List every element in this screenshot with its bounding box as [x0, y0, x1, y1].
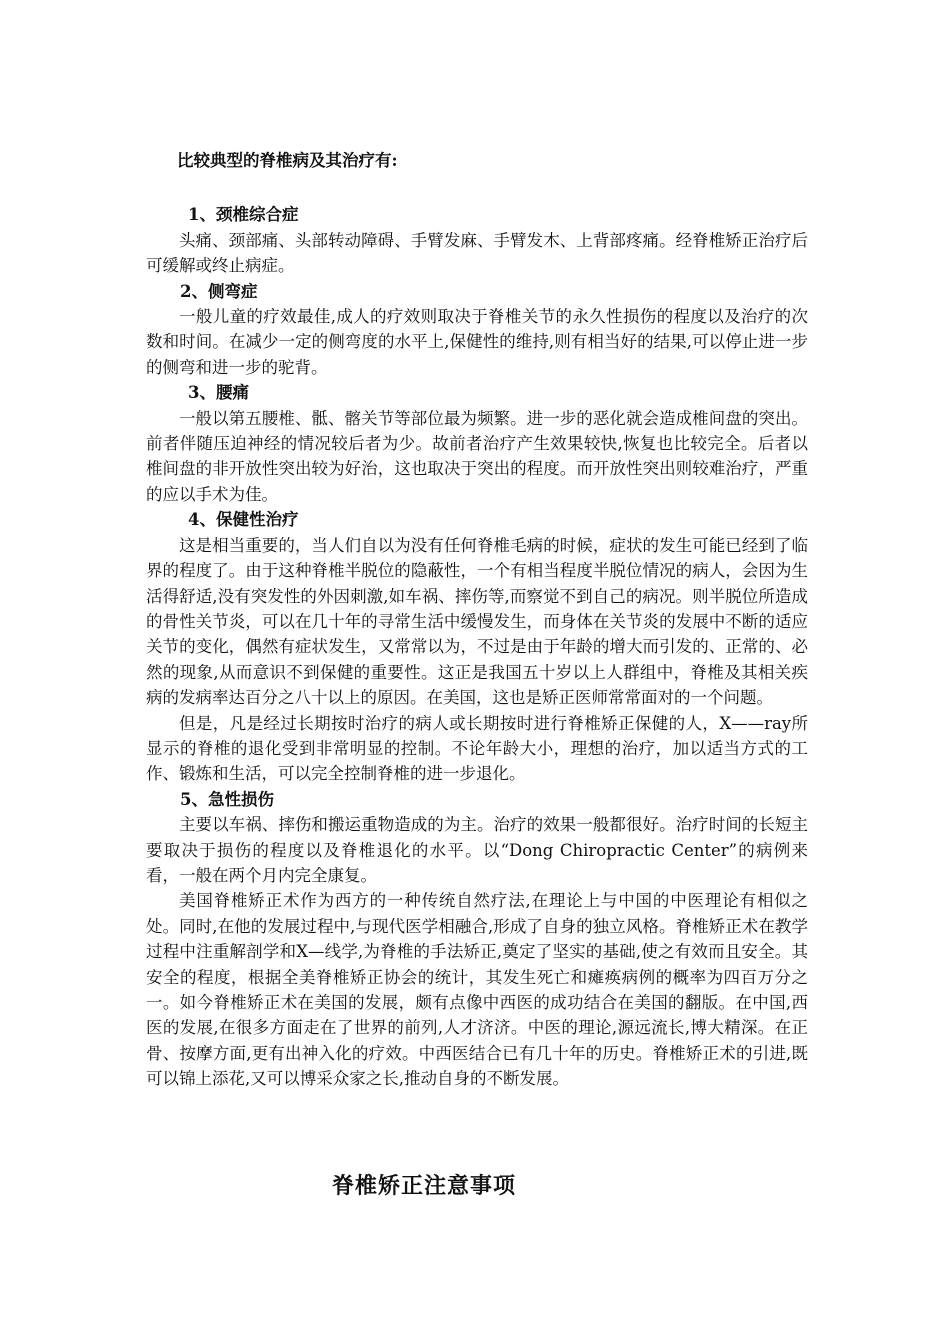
section-heading-5: 5、急性损伤 — [180, 789, 274, 809]
section-heading-4: 4、保健性治疗 — [188, 510, 299, 530]
section-heading-2: 2、侧弯症 — [180, 281, 258, 301]
next-section-title: 脊椎矫正注意事项 — [331, 1173, 516, 1199]
spacer — [146, 173, 808, 202]
section-2-paragraph-1: 一般儿童的疗效最佳,成人的疗效则取决于脊椎关节的永久性损伤的程度以及治疗的次数和时间。在减少一定的侧弯度的水平上,保健性的维持,则有相当好的结果,可以停止进一步的侧弯和进一步的驼背。 — [146, 307, 808, 377]
section-1-paragraph-1: 头痛、颈部痛、头部转动障碍、手臂发麻、手臂发木、上背部疼痛。经脊椎矫正治疗后可缓解或终止病症。 — [146, 230, 808, 276]
section-4-paragraph-1: 这是相当重要的，当人们自以为没有任何脊椎毛病的时候，症状的发生可能已经到了临界的程度了。由于这种脊椎半脱位的隐蔽性，一个有相当程度半脱位情况的病人，会因为生活得舒适,没有突发性的外因刺激,如车祸、摔伤等,而察觉不到自己的病况。则半脱位所造成的骨性关节炎，可以在几十年的寻常生活中缓慢发生，而身体在关节炎的发展中不断的适应关节的变化，偶然有症状发生，又常常以为，不过是由于年龄的增大而引发的、正常的、必然的现象,从而意识不到保健的重要性。这正是我国五十岁以上人群组中，脊椎及其相关疾病的发病率达百分之八十以上的原因。在美国，这也是矫正医师常常面对的一个问题。 — [146, 535, 808, 708]
document-body — [146, 148, 808, 1092]
section-4-paragraph-2: 但是，凡是经过长期按时治疗的病人或长期按时进行脊椎矫正保健的人，X——ray所显示的脊椎的退化受到非常明显的控制。不论年龄大小，理想的治疗，加以适当方式的工作、锻炼和生活，可以完全控制脊椎的进一步退化。 — [146, 713, 808, 784]
section-heading-3: 3、腰痛 — [188, 383, 249, 403]
section-heading-1: 1、颈椎综合症 — [188, 205, 299, 225]
section-5-paragraph-1: 主要以车祸、摔伤和搬运重物造成的为主。治疗的效果一般都很好。治疗时间的长短主要取决于损伤的程度以及脊椎退化的水平。以“Dong Chiropractic Center”的病例来看，一般在两个月内完全康复。 — [146, 815, 808, 885]
intro-heading: 比较典型的脊椎病及其治疗有: — [177, 151, 398, 170]
section-3-paragraph-1: 一般以第五腰椎、骶、髂关节等部位最为频繁。进一步的恶化就会造成椎间盘的突出。前者伴随压迫神经的情况较后者为少。故前者治疗产生效果较快,恢复也比较完全。后者以椎间盘的非开放性突出较为好治，这也取决于突出的程度。而开放性突出则较难治疗，严重的应以手术为佳。 — [146, 408, 808, 504]
section-5-paragraph-2: 美国脊椎矫正术作为西方的一种传统自然疗法,在理论上与中国的中医理论有相似之处。同时,在他的发展过程中,与现代医学相融合,形成了自身的独立风格。脊椎矫正术在教学过程中注重解剖学和X—线学,为脊椎的手法矫正,奠定了坚实的基础,使之有效而且安全。其安全的程度，根据全美脊椎矫正协会的统计，其发生死亡和瘫痪病例的概率为四百万分之一。如今脊椎矫正术在美国的发展，颇有点像中西医的成功结合在美国的翻版。在中国,西医的发展,在很多方面走在了世界的前列,人才济济。中医的理论,源远流长,博大精深。在正骨、按摩方面,更有出神入化的疗效。中西医结合已有几十年的历史。脊椎矫正术的引进,既可以锦上添花,又可以博采众家之长,推动自身的不断发展。 — [146, 891, 808, 1089]
